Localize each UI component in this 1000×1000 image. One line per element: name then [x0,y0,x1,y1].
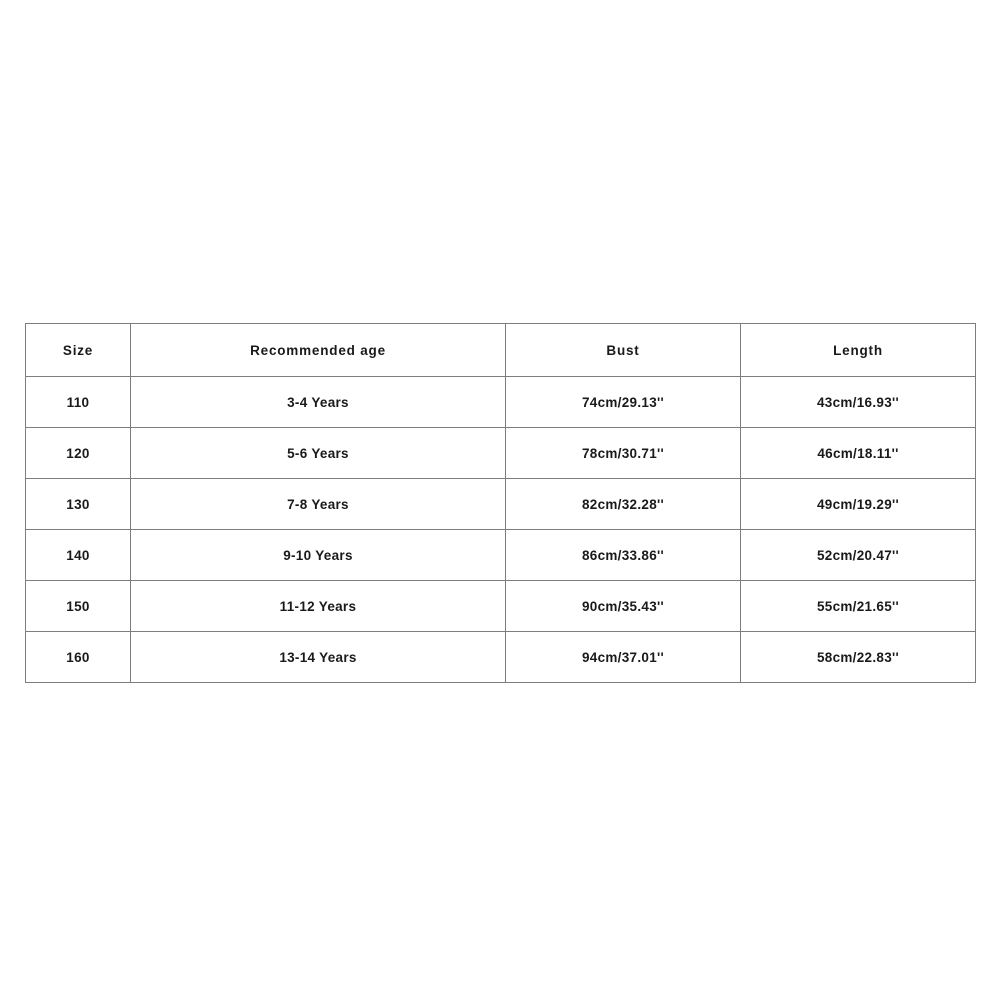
cell-age: 7-8 Years [131,479,506,530]
cell-bust: 94cm/37.01'' [506,632,741,683]
column-header-recommended-age: Recommended age [131,324,506,377]
cell-length: 58cm/22.83'' [741,632,976,683]
cell-bust: 82cm/32.28'' [506,479,741,530]
column-header-length: Length [741,324,976,377]
table-row [26,377,976,428]
table-row [26,428,976,479]
cell-bust: 86cm/33.86'' [506,530,741,581]
cell-size: 160 [26,632,131,683]
table-header-row [26,324,976,377]
cell-size: 110 [26,377,131,428]
cell-length: 49cm/19.29'' [741,479,976,530]
cell-size: 150 [26,581,131,632]
table-row [26,581,976,632]
table-header [26,324,976,377]
column-header-bust: Bust [506,324,741,377]
cell-bust: 90cm/35.43'' [506,581,741,632]
table-body [26,377,976,683]
cell-length: 43cm/16.93'' [741,377,976,428]
table-row [26,479,976,530]
size-chart-table [25,323,976,683]
cell-age: 9-10 Years [131,530,506,581]
cell-size: 130 [26,479,131,530]
column-header-size: Size [26,324,131,377]
cell-age: 13-14 Years [131,632,506,683]
cell-bust: 78cm/30.71'' [506,428,741,479]
cell-age: 11-12 Years [131,581,506,632]
cell-age: 5-6 Years [131,428,506,479]
cell-size: 140 [26,530,131,581]
cell-size: 120 [26,428,131,479]
cell-bust: 74cm/29.13'' [506,377,741,428]
cell-length: 46cm/18.11'' [741,428,976,479]
table-row [26,632,976,683]
table-row [26,530,976,581]
size-chart-container [25,323,975,683]
cell-length: 52cm/20.47'' [741,530,976,581]
cell-age: 3-4 Years [131,377,506,428]
cell-length: 55cm/21.65'' [741,581,976,632]
